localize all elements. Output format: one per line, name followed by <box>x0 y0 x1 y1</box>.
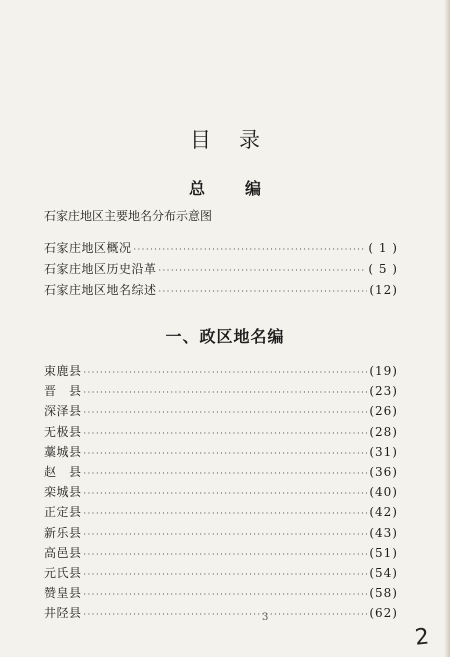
toc-entry <box>44 502 398 522</box>
toc-entry-page: (26) <box>369 404 398 419</box>
toc-leader-dots <box>84 383 368 403</box>
toc-entry <box>44 381 398 401</box>
toc-entry-label: 无极县 <box>44 424 82 439</box>
toc-leader-dots <box>84 424 368 444</box>
handwritten-page-number: 2 <box>413 624 431 651</box>
toc-entry-label: 元氏县 <box>44 565 82 580</box>
toc-leader-dots <box>84 403 368 423</box>
toc-entry-label: 深泽县 <box>44 404 82 419</box>
toc-entry-page: (58) <box>369 586 398 601</box>
section-heading-admin: 一、政区地名编 <box>165 327 285 346</box>
toc-entry-page: (54) <box>369 565 398 580</box>
toc-entry-label: 石家庄地区地名综述 <box>44 283 157 297</box>
page-title: 目录 <box>190 128 288 152</box>
toc-entry-page: (40) <box>369 485 398 500</box>
toc-leader-dots <box>84 484 368 504</box>
toc-entry <box>44 603 398 623</box>
toc-entry-page: (31) <box>369 444 398 459</box>
toc-entry-label: 赞皇县 <box>44 586 82 601</box>
toc-general <box>44 238 398 301</box>
toc-entry-page: (43) <box>369 525 398 540</box>
toc-leader-dots <box>84 444 368 464</box>
toc-entry-page: ( 1 ) <box>368 241 398 255</box>
toc-entry <box>44 259 398 280</box>
toc-entry-label: 石家庄地区历史沿革 <box>44 262 157 276</box>
toc-entry-label: 高邑县 <box>44 545 82 560</box>
toc-entry-label: 井陉县 <box>44 606 82 621</box>
toc-entry <box>44 280 398 301</box>
toc-entry-label: 束鹿县 <box>44 364 82 378</box>
toc-entry-label: 赵 县 <box>44 464 82 479</box>
toc-entry <box>44 361 398 381</box>
toc-entry <box>44 543 398 563</box>
toc-leader-dots <box>84 504 368 524</box>
toc-admin <box>44 361 398 623</box>
bottom-mark: 3 <box>262 612 269 623</box>
toc-entry-label: 新乐县 <box>44 525 82 540</box>
toc-entry <box>44 238 398 259</box>
toc-leader-dots <box>84 545 368 565</box>
toc-entry-page: (62) <box>369 606 398 621</box>
toc-entry-page: (12) <box>369 283 398 297</box>
toc-entry <box>44 442 398 462</box>
toc-entry-page: (19) <box>369 364 398 378</box>
toc-leader-dots <box>159 260 367 281</box>
toc-entry-page: (36) <box>369 464 398 479</box>
toc-leader-dots <box>84 363 368 383</box>
toc-leader-dots <box>84 464 368 484</box>
toc-entry-label: 栾城县 <box>44 485 82 500</box>
toc-leader-dots <box>84 525 368 545</box>
toc-entry <box>44 563 398 583</box>
toc-entry-page: (51) <box>369 545 398 560</box>
toc-entry <box>44 523 398 543</box>
toc-entry-label: 正定县 <box>44 505 82 520</box>
toc-entry-page: (42) <box>369 505 398 520</box>
toc-entry-page: (23) <box>369 384 398 399</box>
section-heading-general: 总编 <box>188 179 301 198</box>
map-title: 石家庄地区主要地名分布示意图 <box>44 209 213 223</box>
toc-entry-page: (28) <box>369 424 398 439</box>
toc-leader-dots <box>84 605 368 625</box>
toc-entry <box>44 401 398 421</box>
toc-entry-label: 藁城县 <box>44 444 82 459</box>
toc-entry-page: ( 5 ) <box>368 262 398 276</box>
toc-leader-dots <box>84 585 368 605</box>
toc-entry <box>44 422 398 442</box>
toc-leader-dots <box>134 239 367 260</box>
toc-leader-dots <box>84 565 368 585</box>
toc-entry-label: 石家庄地区概况 <box>44 241 132 255</box>
toc-entry-label: 晋 县 <box>44 384 82 399</box>
toc-leader-dots <box>159 281 368 302</box>
toc-entry <box>44 462 398 482</box>
toc-entry <box>44 482 398 502</box>
toc-entry <box>44 583 398 603</box>
